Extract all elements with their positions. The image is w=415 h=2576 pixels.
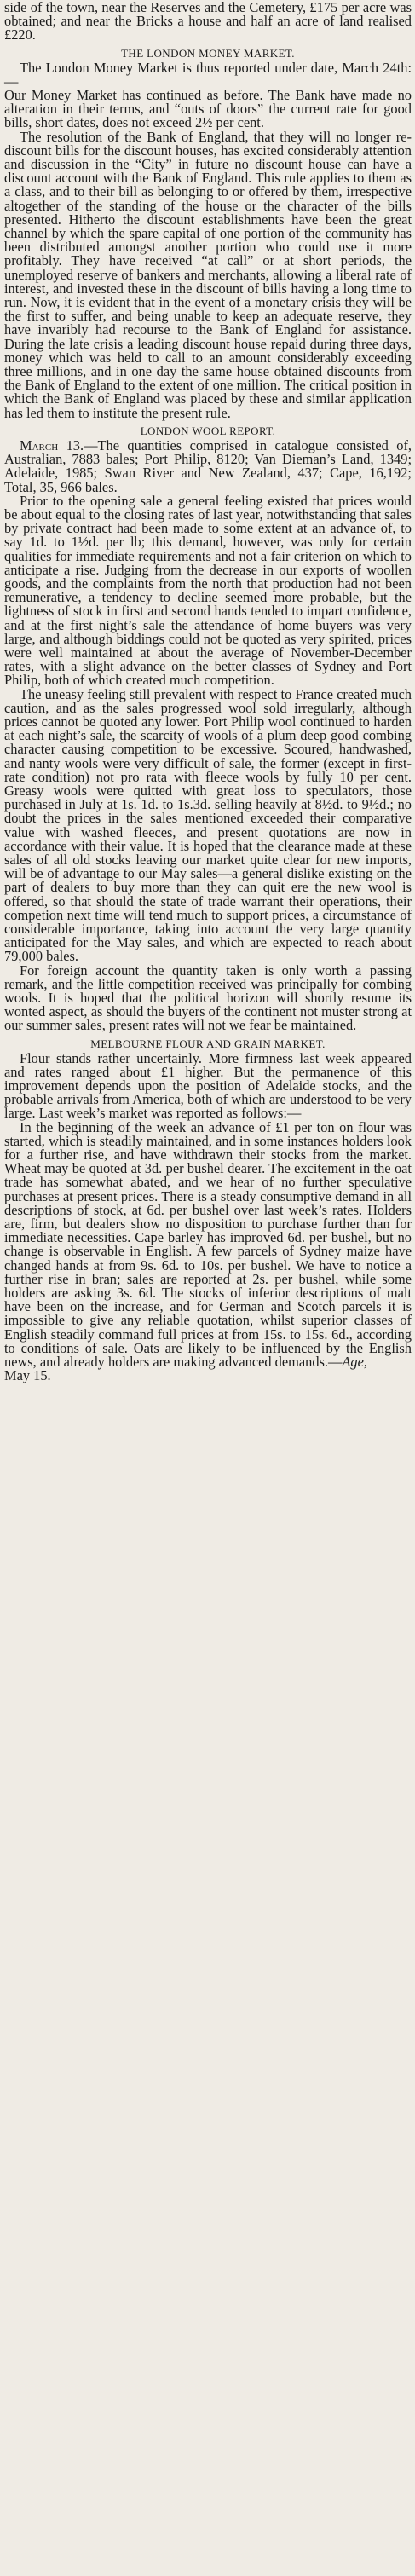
wool-report-paragraph-4: For foreign account the quantity taken is only worth a passing remark, and the little competition received was principally for combing wools. It is hoped that the political horizon will shortly resume its wonted aspect, as should the buyers of the continent not muster strong at our summer sales, present rates will not we fear be maintained.: [4, 962, 412, 1034]
wool-report-paragraph-2: Prior to the opening sale a general feeling existed that prices would be about equal to the closing rates of last year, notwithstanding that sales by private contract had been made to some extent at an advance of, to say 1d. to 1½d. per lb; this demand, however, was only for certain qualities for immediate requirements and not a fair criterion on which to anticipate a rise. Judging from the decrease in our exports of woollen goods, and the complaints from the north that production had not been remunerative, a tendency to decline seemed more probable, but the lightness of stock in first and second hands tended to impart confidence, and at the first night’s sale the attendance of home buyers was very large, and although biddings could not be quoted as very spirited, prices were well maintained at about the average of November-December rates, with a slight advance on the better classes of Sydney and Port Philip, both of which created much competition.: [4, 492, 412, 689]
intro-paragraph: side of the town, near the Reserves and the Cemetery, £175 per acre was obtained; and near the Bricks a house and half an acre of land realised £220.: [4, 0, 412, 43]
money-market-paragraph-1: The London Money Market is thus reported under date, March 24th:—: [4, 59, 412, 90]
flour-grain-paragraph-2: [4, 1118, 412, 1384]
wool-report-section: [4, 425, 412, 1033]
wool-report-dateline: March 13.: [20, 436, 84, 453]
flour-grain-paragraph-2-text: In the beginning of the week an advance of £1 per ton on flour was started, which is steadily maintained, and in some instances holders look for a further rise, and have withdrawn their stocks from the market. Wheat may be quoted at 3d. per bushel dearer. The excitement in the oat trade has somewhat abated, and we hear of no further speculative purchases at present prices. There is a steady consumptive demand in all descriptions of stock, at 6d. per bushel over last week’s rates. Holders are, firm, but dealers show no disposition to purchase further than for immediate necessities. Cape barley has improved 6d. per bushel, but no change is observable in English. A few parcels of Sydney maize have changed hands at from 9s. 6d. to 10s. per bushel. We have to notice a further rise in bran; sales are reported at 2s. per bushel, while some holders are asking 3s. 6d. The stocks of inferior descriptions of malt have been on the increase, and for German and Scotch parcels it is impossible to give any reliable quotation, whilst superior classes of English steadily command full prices at from 15s. to 15s. 6d., according to conditions of sale. Oats are likely to be influenced by the English news, and already holders are making advanced demands.—: [4, 1118, 412, 1371]
report-date: May 15.: [4, 1367, 51, 1384]
flour-grain-section: [4, 1037, 412, 1383]
wool-report-paragraph-3: The uneasy feeling still prevalent with respect to France created much caution, and as the sales progressed wool sold irregularly, although prices cannot be quoted any lower. Port Philip wool continued to harden at each night’s sale, the scarcity of wools of a plum deep good combing character causing competition to be excessive. Scoured, handwashed, and nanty wools were very difficult of sale, the former (except in first-rate condition) not pro rata with fleece wools by fully 10 per cent. Greasy wools were quitted with great loss to speculators, those purchased in July at 1s. 1d. to 1s.3d. selling heavily at 8½d. to 9½d.; no doubt the prices in the sales mentioned exceeded their comparative value with washed fleeces, and present quotations are now in accordance with their value. It is hoped that the clearance made at these sales of all old stocks leaving our market quite clear for new imports, will be of advantage to our May sales—a general dislike existing on the part of dealers to buy more than they can quit ere the new wool is offered, so that should the state of trade warrant their operations, their competion next time will tend much to support prices, a circumstance of considerable importance, taking into account the very large quantity anticipated for the May sales, and which are expected to reach about 79,000 bales.: [4, 685, 412, 965]
money-market-paragraph-2: Our Money Market has continued as before. The Bank have made no alteration in their terms, and “outs of doors” the current rate for good bills, short dates, does not exceed 2½ per cent.: [4, 87, 412, 131]
flour-grain-paragraph-1: Flour stands rather uncertainly. More firmness last week appeared and rates ranged about £1 higher. But the permanence of this improvement depends upon the position of Adelaide stocks, and the probable arrivals from America, both of which are understood to be very large. Last week’s market was reported as follows:—: [4, 1049, 412, 1122]
money-market-heading: THE LONDON MONEY MARKET.: [121, 46, 295, 60]
source-signature: Age,: [342, 1354, 368, 1371]
wool-report-heading: LONDON WOOL REPORT.: [140, 424, 276, 437]
flour-grain-heading: MELBOURNE FLOUR AND GRAIN MARKET.: [90, 1037, 326, 1050]
money-market-paragraph-3: The resolution of the Bank of England, that they will no longer re-discount bills for the discount houses, has excited considerably attention and discussion in the “City” in future no discount house can have a discount account with the Bank of England. This rule applies to them as a class, and to their bill as belonging to or offered by them, irrespective altogether of the standing of the house or the character of the bills presented. Hitherto the discount establishments have been the great channel by which the spare capital of one portion of the community has been distributed amongst another portion who could use it more profitably. They have received “at call” or at short periods, the unemployed reserve of bankers and merchants, allowing a liberal rate of interest, and invested these in the discount of bills having a long time to run. Now, it is evident that in the event of a monetary crisis they will be the first to suffer, and being unable to keep an adequate reserve, they have invaribly had recourse to the Bank of England for assistance. During the late crisis a leading discount house repaid during three days, money which was held to call to an amount considerably exceeding three millions, and in one day the same house obtained discounts from the Bank of England to the extent of one million. The critical position in which the Bank of England was placed by these and similar application has led them to institute the present rule.: [4, 128, 412, 421]
money-market-section: [4, 47, 412, 420]
wool-report-paragraph-1: [4, 436, 412, 495]
wool-report-paragraph-1-text: —The quantities comprised in catalogue consisted of, Australian, 7883 bales; Port Philip, 8120; Van Dieman’s Land, 1349; Adelaide, 1985; Swan River and New Zealand, 437; Cape, 16,192; Total, 35, 966 bales.: [4, 436, 412, 495]
